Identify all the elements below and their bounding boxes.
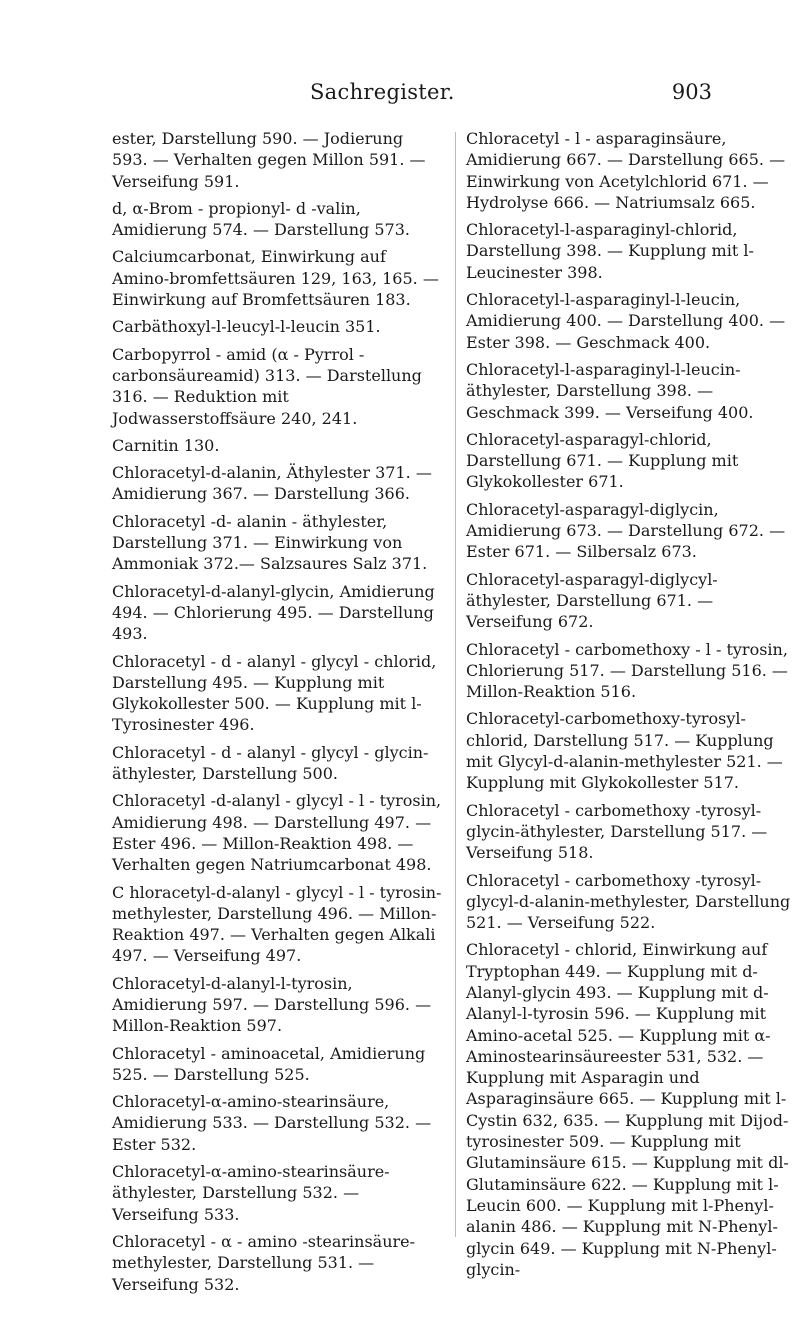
index-entry: Calciumcarbonat, Einwirkung auf Amino-bromfettsäuren 129, 163, 165. — Einwirkung auf Bromfettsäuren 183. — [112, 247, 439, 310]
index-entry: Chloracetyl - α - amino -stearinsäure-methylester, Darstellung 531. — Verseifung 532. — [112, 1231, 416, 1294]
index-entry: Chloracetyl-asparagyl-diglycyl-äthylester, Darstellung 671. — Verseifung 672. — [466, 569, 718, 632]
index-entry: Carbopyrrol - amid (α - Pyrrol - carbonsäureamid) 313. — Darstellung 316. — Reduktion mit Jodwasserstoffsäure 240, 241. — [112, 344, 422, 428]
index-entry: Chloracetyl-d-alanyl-glycin, Amidierung 494. — Chlorierung 495. — Darstellung 493. — [112, 581, 435, 644]
index-entry: Chloracetyl - chlorid, Einwirkung auf Tryptophan 449. — Kupplung mit d-Alanyl-glycin 493. — Kupplung mit d-Alanyl-l-tyrosin 596. — Kupplung mit Amino-acetal 525. — Kupplung mit α-Aminostearinsäureester 531, 532. — Kupplung mit Asparagin und Asparaginsäure 665. — Kupplung mit l-Cystin 632, 635. — Kupplung mit Dijod-tyrosinester 509. — Kupplung mit Glutaminsäure 615. — Kupplung mit dl-Glutaminsäure 622. — Kupplung mit l-Leucin 600. — Kupplung mit l-Phenyl-alanin 486. — Kupplung mit N-Phenyl-glycin 649. — Kupplung mit N-Phenyl-glycin- — [466, 940, 789, 1279]
index-entry: Chloracetyl-l-asparaginyl-l-leucin-äthylester, Darstellung 398. — Geschmack 399. — Verseifung 400. — [466, 359, 754, 422]
index-entry: Chloracetyl-l-asparaginyl-chlorid, Darstellung 398. — Kupplung mit l-Leucinester 398. — [466, 220, 754, 282]
index-entry: Chloracetyl-α-amino-stearinsäure-äthylester, Darstellung 532. — Verseifung 533. — [112, 1162, 390, 1224]
right-column — [466, 128, 796, 1286]
index-entry: Chloracetyl-asparagyl-diglycin, Amidierung 673. — Darstellung 672. — Ester 671. — Silbersalz 673. — [466, 499, 786, 562]
index-entry: Chloracetyl - d - alanyl - glycyl - chlorid, Darstellung 495. — Kupplung mit Glykokollester 500. — Kupplung mit l-Tyrosinester 496. — [112, 651, 437, 735]
index-entry: Carbäthoxyl-l-leucyl-l-leucin 351. — [112, 317, 381, 337]
index-entry: Chloracetyl - l - asparaginsäure, Amidierung 667. — Darstellung 665. — Einwirkung von Acetylchlorid 671. — Hydrolyse 666. — Natriumsalz 665. — [466, 129, 786, 212]
index-entry: C hloracetyl-d-alanyl - glycyl - l - tyrosin-methylester, Darstellung 496. — Millon-Reaktion 497. — Verhalten gegen Alkali 497. — Verseifung 497. — [112, 882, 442, 966]
index-entry: Chloracetyl -d-alanyl - glycyl - l - tyrosin, Amidierung 498. — Darstellung 497. — Ester 496. — Millon-Reaktion 498. — Verhalten gegen Natriumcarbonat 498. — [112, 791, 442, 875]
page-header — [0, 80, 800, 110]
index-entry: Chloracetyl-l-asparaginyl-l-leucin, Amidierung 400. — Darstellung 400. — Ester 398. — Geschmack 400. — [466, 290, 786, 352]
column-divider — [455, 132, 456, 1237]
index-entry: Carnitin 130. — [112, 435, 220, 455]
page-number: 903 — [671, 80, 712, 104]
running-title: Sachregister. — [310, 80, 455, 104]
index-entry: ester, Darstellung 590. — Jodierung 593. — Verhalten gegen Millon 591. — Verseifung 591. — [112, 129, 426, 191]
index-entry: Chloracetyl-carbomethoxy-tyrosyl-chlorid, Darstellung 517. — Kupplung mit Glycyl-d-alanin-methylester 521. — Kupplung mit Glykokollester 517. — [466, 709, 783, 793]
index-entry: Chloracetyl -d- alanin - äthylester, Darstellung 371. — Einwirkung von Ammoniak 372.— Salzsaures Salz 371. — [112, 511, 428, 574]
index-entry: d, α-Brom - propionyl- d -valin, Amidierung 574. — Darstellung 573. — [112, 198, 410, 240]
index-entry: Chloracetyl-α-amino-stearinsäure, Amidierung 533. — Darstellung 532. — Ester 532. — [112, 1092, 432, 1154]
index-entry: Chloracetyl - carbomethoxy - l - tyrosin, Chlorierung 517. — Darstellung 516. — Millon-Reaktion 516. — [466, 639, 788, 702]
index-entry: Chloracetyl - carbomethoxy -tyrosyl-glycin-äthylester, Darstellung 517. — Verseifung 518. — [466, 800, 768, 863]
index-entry: Chloracetyl - aminoacetal, Amidierung 525. — Darstellung 525. — [112, 1043, 426, 1084]
index-entry: Chloracetyl - d - alanyl - glycyl - glycin-äthylester, Darstellung 500. — [112, 742, 429, 784]
index-entry: Chloracetyl-d-alanin, Äthylester 371. — Amidierung 367. — Darstellung 366. — [112, 463, 432, 504]
index-entry: Chloracetyl - carbomethoxy -tyrosyl-glycyl-d-alanin-methylester, Darstellung 521. — Verseifung 522. — [466, 870, 791, 933]
index-entry: Chloracetyl-d-alanyl-l-tyrosin, Amidierung 597. — Darstellung 596. — Millon-Reaktion 597. — [112, 973, 432, 1036]
left-column — [112, 128, 442, 1301]
index-entry: Chloracetyl-asparagyl-chlorid, Darstellung 671. — Kupplung mit Glykokollester 671. — [466, 429, 739, 492]
